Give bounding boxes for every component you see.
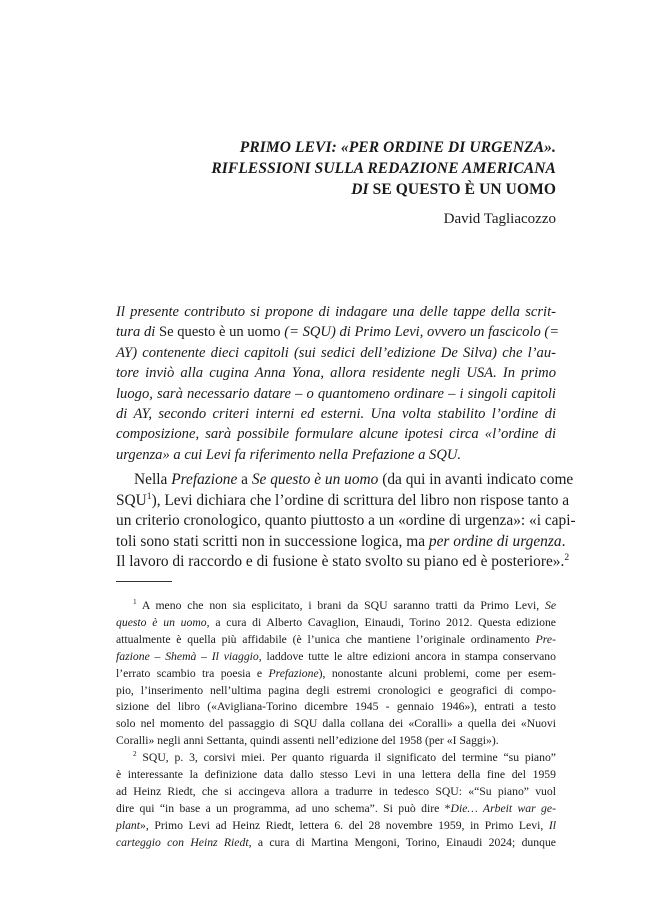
footnote-separator	[116, 581, 172, 582]
footnote-number: 2	[133, 750, 137, 759]
author-name: David Tagliacozzo	[443, 211, 556, 227]
footnote-line	[116, 666, 556, 683]
footnote-1	[116, 598, 556, 750]
body-text: a	[237, 471, 252, 488]
footnote-text: ), nonostante alcuni problemi, come per esem-	[318, 666, 556, 680]
footnote-text: attualmente è quella più affidabile (è l’unica che mantiene l’originale ordinamento	[116, 632, 536, 646]
body-text: (da qui in avanti indicato come	[378, 471, 574, 488]
body-italic: Prefazione	[171, 471, 238, 488]
footnote-line: Coralli» negli anni Settanta, quindi assenti nell’edizione del 1958 (per «I Saggi»).	[116, 734, 499, 748]
body-line	[116, 490, 570, 512]
body-text: toli sono stati scritti non in successione logica, ma	[116, 532, 429, 550]
title-line-3-book-title: SE QUESTO È UN UOMO	[368, 181, 556, 198]
abstract-line: AY) contenente dieci capitoli (sui sedici dell’edizione De Silva) che l’au-	[116, 344, 556, 361]
body-text: Il lavoro di raccordo e di fusione è stato svolto su piano ed è posteriore».	[116, 553, 565, 571]
footnote-line: è interessante la definizione data dallo stesso Levi in una lettera della fine del 1959	[116, 768, 556, 782]
body-line	[116, 470, 574, 491]
footnote-line	[116, 818, 556, 835]
footnote-italic: Pre-	[535, 632, 556, 646]
footnote-text: A meno che non sia esplicitato, i brani da SQU saranno tratti da Primo Levi,	[136, 599, 545, 612]
body-line	[116, 532, 566, 553]
footnote-line	[116, 615, 556, 632]
abstract-line: luogo, sarà necessario datare – o quantomeno ordinare – i singoli capitoli	[116, 385, 556, 402]
abstract-line: urgenza» a cui Levi fa riferimento nella Prefazione a SQU.	[116, 446, 462, 463]
abstract-text: tura di	[116, 324, 159, 341]
body-line	[116, 552, 570, 573]
footnote-line: solo nel momento del passaggio di SQU dalla collana dei «Coralli» a quella dei «Nuovi	[116, 717, 556, 731]
footnote-line	[116, 750, 556, 767]
footnote-text: dire qui “in base a un programma, ad uno schema”. Si può dire *	[116, 801, 451, 815]
abstract-line	[116, 322, 560, 342]
footnote-number: 1	[133, 598, 137, 607]
footnote-line: pio, l’inserimento nell’ultima pagina degli estremi cronologici e geografici di compo-	[116, 683, 556, 697]
abstract-line: tore inviò alla cugina Anna Yona, allora residente negli USA. In primo	[116, 365, 556, 382]
footnote-2	[116, 750, 556, 851]
body-text: Nella	[134, 471, 172, 488]
title-line-3	[116, 179, 556, 200]
body-text: .	[561, 532, 566, 550]
article-title	[116, 137, 556, 200]
footnote-line	[116, 801, 556, 818]
footnote-line: sizione del libro («Avigliana-Torino dicembre 1945 - gennaio 1946»), entrati a testo	[116, 700, 556, 714]
body-italic: per ordine di urgenza	[428, 532, 562, 550]
footnote-line	[116, 835, 556, 852]
footnote-ref-1[interactable]: 1	[146, 490, 152, 502]
abstract-line: composizione, sarà possibile formulare alcune ipotesi circa «l’ordine di	[116, 426, 556, 443]
footnote-text: , laddove tutte le altre edizioni ancora in stampa conservano	[258, 649, 556, 663]
footnotes	[116, 598, 556, 852]
footnote-line	[116, 598, 556, 615]
footnote-italic: Se	[544, 599, 556, 612]
footnote-text: SQU, p. 3, corsivi miei. Per quanto riguarda il significato del termine “su piano”	[136, 751, 556, 765]
title-line-1: PRIMO LEVI: «PER ORDINE DI URGENZA».	[239, 139, 556, 156]
abstract-text: (= SQU) di Primo Levi, ovvero un fascicolo (=	[280, 324, 560, 341]
footnote-italic: Prefazione	[268, 666, 319, 680]
footnote-italic: Die… Arbeit war ge-	[450, 801, 556, 815]
abstract	[116, 302, 560, 465]
title-line-3-italic: DI	[351, 181, 369, 198]
abstract-line: di AY, secondo criteri interni ed esterni. Una volta stabilito l’ordine di	[116, 406, 556, 423]
title-line-2: RIFLESSIONI SULLA REDAZIONE AMERICANA	[211, 160, 556, 177]
body-italic: Se questo è un uomo	[251, 471, 379, 488]
footnote-text: », Primo Levi ad Heinz Riedt, lettera 6. del 28 novembre 1959, in Primo Levi,	[140, 818, 549, 832]
abstract-book-title: Se questo è un uomo	[158, 324, 281, 341]
footnote-line: ad Heinz Riedt, che si accingeva allora a tradurre in tedesco SQU: «“Su piano” vuol	[116, 784, 556, 798]
footnote-text: l’errato scambio tra poesia e	[116, 666, 269, 680]
body-line: un criterio cronologico, quanto piuttosto a un «ordine di urgenza»: «i capi-	[116, 512, 576, 530]
body-text: ), Levi dichiara che l’ordine di scrittura del libro non rispose tanto a	[151, 491, 570, 509]
footnote-italic: fazione – Shemà – Il viaggio	[116, 649, 259, 663]
footnote-line	[116, 632, 556, 649]
footnote-text: , a cura di Alberto Cavaglion, Einaudi, Torino 2012. Questa edizione	[206, 615, 556, 629]
footnote-italic: Il	[548, 818, 556, 832]
footnote-ref-2[interactable]: 2	[564, 552, 570, 564]
footnote-text: , a cura di Martina Mengoni, Torino, Einaudi 2024; dunque	[248, 835, 556, 849]
footnote-italic: carteggio con Heinz Riedt	[116, 835, 249, 849]
footnote-italic: questo è un uomo	[116, 615, 207, 629]
body-text: SQU	[116, 491, 147, 509]
abstract-line: Il presente contributo si propone di indagare una delle tappe della scrit-	[116, 304, 556, 320]
body-paragraph	[116, 470, 576, 573]
footnote-italic: plant	[116, 818, 141, 832]
footnote-line	[116, 649, 556, 666]
